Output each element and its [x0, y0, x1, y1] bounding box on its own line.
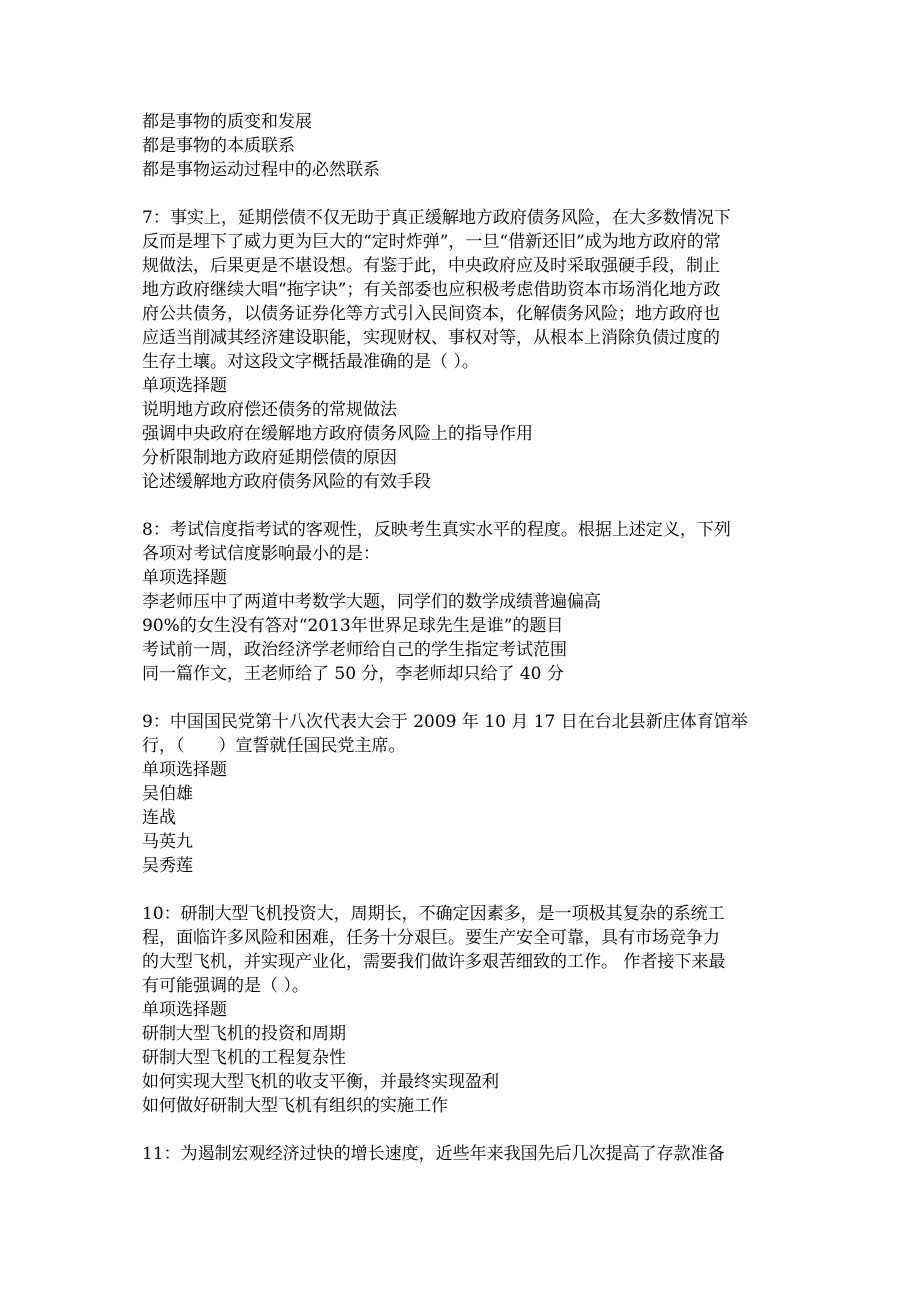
option-text: 论述缓解地方政府债务风险的有效手段	[142, 472, 431, 492]
question-type: 单项选择题	[142, 1000, 227, 1020]
option-text: 李老师压中了两道中考数学大题，同学们的数学成绩普遍偏高	[142, 592, 601, 612]
option-text: 都是事物的质变和发展	[142, 112, 312, 132]
question-stem-line: 有可能强调的是（ ）。	[142, 976, 309, 996]
question-7	[142, 206, 782, 494]
question-stem-line: 程，面临许多风险和困难，任务十分艰巨。要生产安全可靠，具有市场竞争力	[142, 928, 720, 948]
question-stem-line: 11：为遏制宏观经济过快的增长速度，近些年来我国先后几次提高了存款准备	[142, 1144, 725, 1164]
question-stem-line: 8：考试信度指考试的客观性，反映考生真实水平的程度。根据上述定义，下列	[142, 520, 731, 540]
question-stem-line: 生存土壤。对这段文字概括最准确的是（ ）。	[142, 352, 479, 372]
option-text: 分析限制地方政府延期偿债的原因	[142, 448, 397, 468]
previous-question-options	[142, 110, 782, 182]
question-stem-line: 行，（ ）宣誓就任国民党主席。	[142, 736, 406, 756]
option-text: 研制大型飞机的工程复杂性	[142, 1048, 346, 1068]
option-text: 研制大型飞机的投资和周期	[142, 1024, 346, 1044]
option-text: 90%的女生没有答对“2013年世界足球先生是谁”的题目	[142, 616, 564, 636]
question-stem-line: 的大型飞机，并实现产业化，需要我们做许多艰苦细致的工作。 作者接下来最	[142, 952, 726, 972]
option-text: 说明地方政府偿还债务的常规做法	[142, 400, 397, 420]
option-text: 马英九	[142, 832, 193, 852]
question-type: 单项选择题	[142, 568, 227, 588]
option-text: 强调中央政府在缓解地方政府债务风险上的指导作用	[142, 424, 533, 444]
question-10	[142, 902, 782, 1118]
question-stem-line: 规做法，后果更是不堪设想。有鉴于此，中央政府应及时采取强硬手段，制止	[142, 256, 720, 276]
question-8	[142, 518, 782, 686]
option-text: 吴秀莲	[142, 856, 193, 876]
option-text: 都是事物的本质联系	[142, 136, 295, 156]
question-stem-line: 府公共债务，以债务证券化等方式引入民间资本，化解债务风险；地方政府也	[142, 304, 720, 324]
question-11	[142, 1142, 782, 1166]
option-text: 考试前一周，政治经济学老师给自己的学生指定考试范围	[142, 640, 567, 660]
question-type: 单项选择题	[142, 376, 227, 396]
option-text: 连战	[142, 808, 176, 828]
document-page	[142, 110, 782, 1166]
question-stem-line: 地方政府继续大唱“拖字诀”；有关部委也应积极考虑借助资本市场消化地方政	[142, 280, 721, 300]
option-text: 如何实现大型飞机的收支平衡，并最终实现盈利	[142, 1072, 499, 1092]
question-stem-line: 应适当削减其经济建设职能，实现财权、事权对等，从根本上消除负债过度的	[142, 328, 720, 348]
question-9	[142, 710, 782, 878]
question-stem-line: 各项对考试信度影响最小的是：	[142, 544, 380, 564]
question-type: 单项选择题	[142, 760, 227, 780]
question-stem-line: 10：研制大型飞机投资大，周期长，不确定因素多，是一项极其复杂的系统工	[142, 904, 725, 924]
option-text: 吴伯雄	[142, 784, 193, 804]
question-stem-line: 7：事实上，延期偿债不仅无助于真正缓解地方政府债务风险，在大多数情况下	[142, 208, 731, 228]
question-stem-line: 9：中国国民党第十八次代表大会于 2009 年 10 月 17 日在台北县新庄体育馆举	[142, 712, 748, 732]
option-text: 同一篇作文，王老师给了 50 分，李老师却只给了 40 分	[142, 664, 564, 684]
option-text: 都是事物运动过程中的必然联系	[142, 160, 380, 180]
option-text: 如何做好研制大型飞机有组织的实施工作	[142, 1096, 448, 1116]
question-stem-line: 反而是埋下了威力更为巨大的“定时炸弹”，一旦“借新还旧”成为地方政府的常	[142, 232, 721, 252]
